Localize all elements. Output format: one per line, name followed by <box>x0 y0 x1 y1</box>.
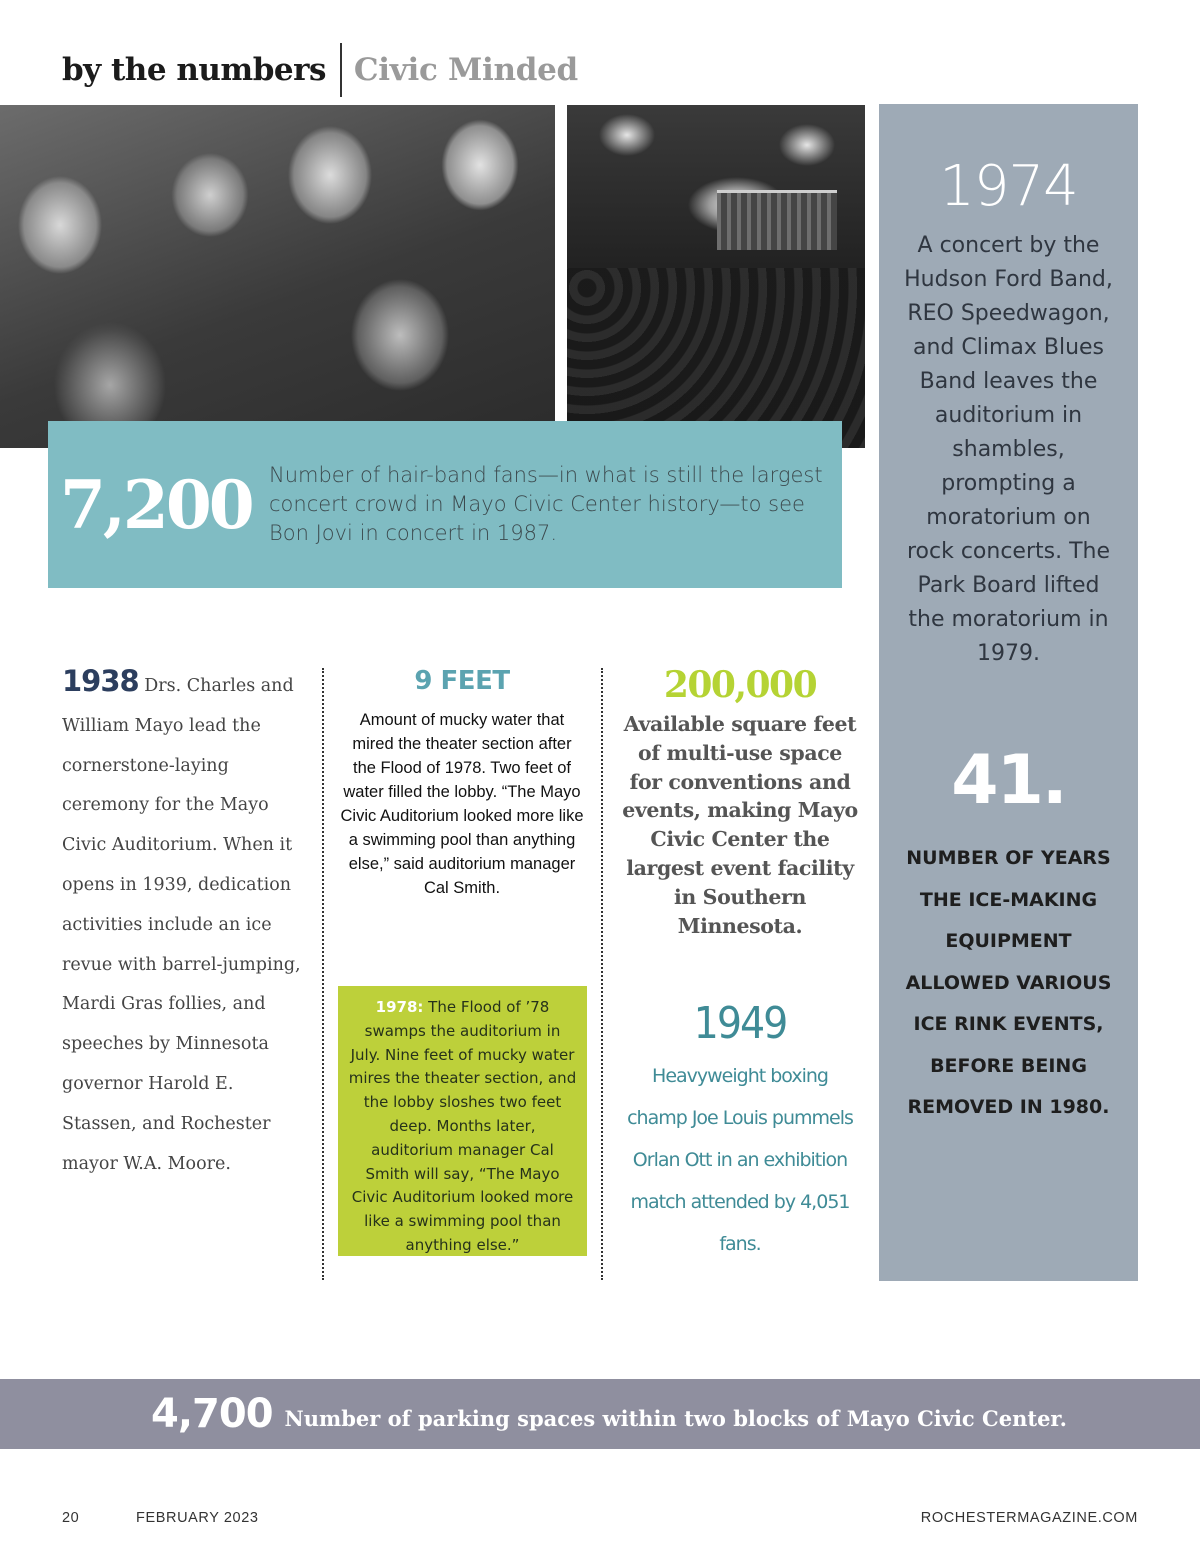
sidebar-number: 41. <box>951 741 1066 820</box>
website-link[interactable]: ROCHESTERMAGAZINE.COM <box>920 1510 1138 1526</box>
feature-number: 7,200 <box>60 465 252 544</box>
flood-1978-box <box>338 986 587 1256</box>
flood-1978-label: 1978: <box>375 998 424 1016</box>
sidebar-panel <box>879 104 1138 1281</box>
parking-stat-bar <box>0 1379 1200 1449</box>
flood-1978-text: The Flood of ’78 swamps the auditorium in July. Nine feet of mucky water mires the theater section, and the lobby sloshes two feet deep. Months later, auditorium manager Cal Smith will say, “The Mayo Civic Auditorium looked more like a swimming pool than anything else.” <box>348 998 577 1254</box>
feature-description: Number of hair-band fans—in what is still the largest concert crowd in Mayo Civic Center history—to see Bon Jovi in concert in 1987. <box>269 463 823 545</box>
topic-title: Civic Minded <box>353 52 578 88</box>
sidebar-number-text: NUMBER OF YEARS THE ICE-MAKING EQUIPMENT ALLOWED VARIOUS ICE RINK EVENTS, BEFORE BEING REMOVED IN 1980. <box>905 847 1112 1118</box>
sidebar-year: 1974 <box>939 154 1078 219</box>
column-9-feet-head: 9 FEET <box>414 666 510 696</box>
column-1938-year: 1938 <box>62 664 139 698</box>
column-1938-text <box>62 662 307 1184</box>
column-1949-text: Heavyweight boxing champ Joe Louis pummels Orlan Ott in an exhibition match attended by 4,051 fans. <box>627 1065 853 1256</box>
column-200000-head: 200,000 <box>663 664 817 706</box>
column-1938-body: Drs. Charles and William Mayo lead the cornerstone-laying ceremony for the Mayo Civic Auditorium. When it opens in 1939, dedication activities include an ice revue with barrel-jumping, Mardi Gras follies, and speeches by Minnesota governor Harold E. Stassen, and Rochester mayor W.A. Moore. <box>62 676 301 1174</box>
column-9-feet <box>340 666 584 900</box>
column-1949-year: 1949 <box>693 998 787 1050</box>
section-title: by the numbers <box>62 52 326 88</box>
hair-band-fans-photo <box>0 105 555 448</box>
parking-number: 4,700 <box>151 1391 273 1437</box>
column-1938 <box>62 662 307 1184</box>
column-divider <box>601 668 603 1280</box>
feature-stat-box <box>48 421 842 588</box>
stage-lights <box>717 190 837 250</box>
column-9-feet-text: Amount of mucky water that mired the theater section after the Flood of 1978. Two feet of water filled the lobby. “The Mayo Civic Auditorium looked more like a swimming pool than anything else,” said auditorium manager Cal Smith. <box>340 711 584 897</box>
column-divider <box>322 668 324 1280</box>
column-200000 <box>620 664 860 1265</box>
sidebar-year-text: A concert by the Hudson Ford Band, REO Speedwagon, and Climax Blues Band leaves the auditorium in shambles, prompting a moratorium on rock concerts. The Park Board lifted the moratorium in 1979. <box>904 233 1113 666</box>
page-header <box>62 42 578 98</box>
page-number: 20 <box>62 1510 80 1526</box>
parking-description: Number of parking spaces within two blocks of Mayo Civic Center. <box>284 1405 1067 1431</box>
concert-stage-photo <box>567 105 865 448</box>
header-divider <box>340 43 342 97</box>
column-200000-text: Available square feet of multi-use space for conventions and events, making Mayo Civic Center the largest event facility in Southern Minnesota. <box>622 712 858 938</box>
issue-date: FEBRUARY 2023 <box>136 1510 259 1526</box>
